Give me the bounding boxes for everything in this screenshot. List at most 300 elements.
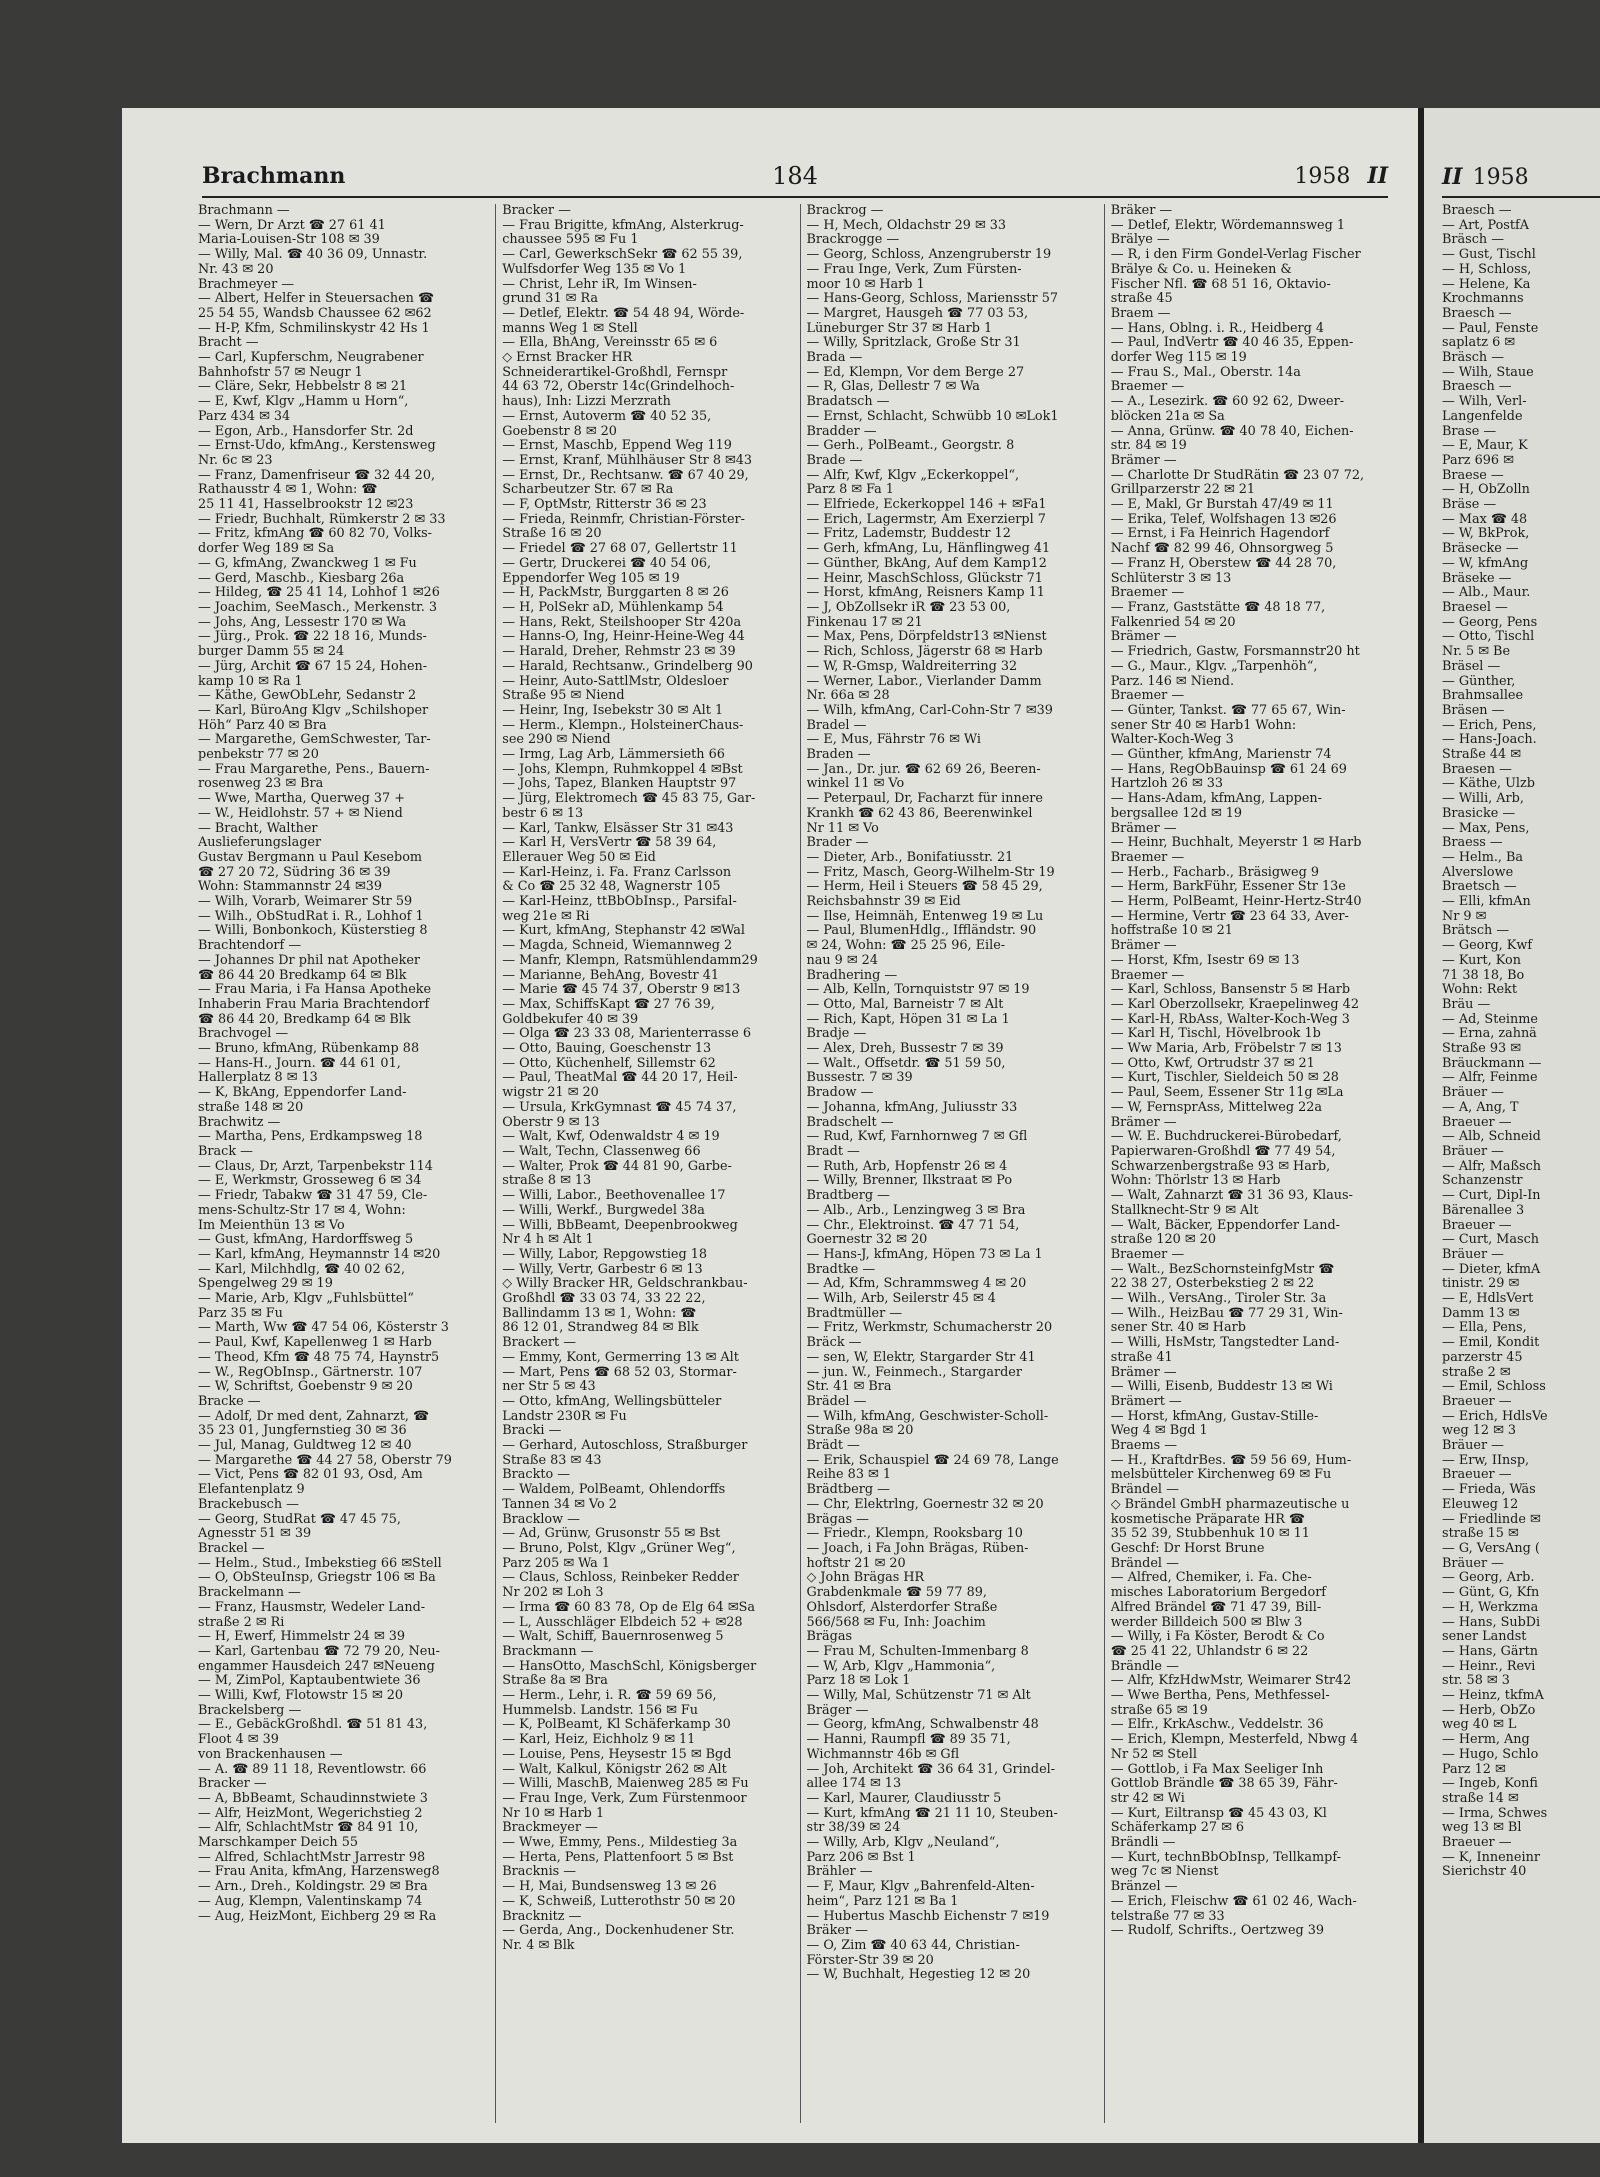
directory-entry-line: — Ruth, Arb, Hopfenstr 26 ✉ 4	[806, 1159, 1008, 1174]
section-marker: II	[1367, 163, 1388, 189]
directory-entry-line: Nr. 5 ✉ Be	[1442, 645, 1511, 660]
directory-entry-line: — Frieda, Wäs	[1442, 1483, 1536, 1498]
directory-entry-line: — H, Schloss,	[1442, 262, 1532, 277]
surname-heading: Brägas —	[806, 1512, 869, 1527]
surname-heading: Bradder —	[806, 424, 877, 439]
directory-entry-line: — W, R-Gmsp, Waldreiterring 32	[806, 659, 1018, 674]
directory-entry-line: — Walter, Prok ☎ 44 81 90, Garbe-	[502, 1159, 732, 1174]
surname-heading: Braesch —	[1442, 306, 1512, 321]
directory-entry-line: Ballindamm 13 ✉ 1, Wohn: ☎	[502, 1306, 697, 1321]
directory-entry-line: — F, OptMstr, Ritterstr 36 ✉ 23	[502, 498, 707, 513]
directory-entry-line: — Wwe, Emmy, Pens., Mildestieg 3a	[502, 1836, 738, 1851]
directory-entry-line: — Alfr, SchlachtMstr ☎ 84 91 10,	[198, 1821, 419, 1836]
directory-entry-line: — Wilh., ObStudRat i. R., Lohhof 1	[198, 909, 424, 924]
directory-entry-line: — Karl, kfmAng, Heymannstr 14 ✉20	[198, 1247, 441, 1262]
surname-heading: Bräck —	[806, 1336, 862, 1351]
directory-entry-line: Parz 35 ✉ Fu	[198, 1306, 283, 1321]
directory-entry-line: — Herm., Klempn., HolsteinerChaus-	[502, 718, 744, 733]
surname-heading: Braese —	[1442, 468, 1504, 483]
right-section-marker: II	[1442, 164, 1463, 190]
directory-entry-line: ☎ 27 20 72, Südring 36 ✉ 39	[198, 865, 391, 880]
surname-heading: Bracklow —	[502, 1512, 580, 1527]
directory-entry-line: — Kurt, kfmAng ☎ 21 11 10, Steuben-	[806, 1806, 1058, 1821]
directory-entry-line: — H, Werkzma	[1442, 1600, 1539, 1615]
directory-entry-line: — Alb, Kelln, Tornquiststr 97 ✉ 19	[806, 983, 1030, 998]
surname-heading: Braemer —	[1110, 689, 1185, 704]
directory-entry-line: — Paul, Seem, Essener Str 11g ✉La	[1110, 1086, 1344, 1101]
directory-entry-line: — W, BkProk,	[1442, 527, 1530, 542]
directory-entry-line: — Hildeg, ☎ 25 41 14, Lohhof 1 ✉26	[198, 586, 440, 601]
directory-entry-line: — W, Schriftst, Goebenstr 9 ✉ 20	[198, 1380, 413, 1395]
surname-heading: Brändli —	[1110, 1836, 1176, 1851]
directory-entry-line: — Walt., Offsetdr. ☎ 51 59 50,	[806, 1056, 1006, 1071]
directory-entry-line: moor 10 ✉ Harb 1	[806, 277, 925, 292]
surname-heading: Brader —	[806, 836, 869, 851]
directory-entry-line: — Margarethe ☎ 44 27 58, Oberstr 79	[198, 1453, 452, 1468]
directory-entry-line: — H, ObZolln	[1442, 483, 1530, 498]
surname-heading: Brachvogel —	[198, 1027, 289, 1042]
directory-entry-line: — Ilse, Heimnäh, Entenweg 19 ✉ Lu	[806, 909, 1044, 924]
directory-entry-line: Goldbekufer 40 ✉ 39	[502, 1012, 639, 1027]
directory-entry-line: — Jan., Dr. jur. ☎ 62 69 26, Beeren-	[806, 762, 1041, 777]
directory-entry-line: — Paul, Kwf, Kapellenweg 1 ✉ Harb	[198, 1336, 432, 1351]
directory-entry-line: Nachf ☎ 82 99 46, Ohnsorgweg 5	[1110, 542, 1334, 557]
directory-entry-line: — H., KraftdrBes. ☎ 59 56 69, Hum-	[1110, 1453, 1352, 1468]
directory-entry-line: — Rich, Kapt, Höpen 31 ✉ La 1	[806, 1012, 1010, 1027]
directory-entry-line: — Emil, Schloss	[1442, 1380, 1546, 1395]
directory-entry-line: — Wilh, Staue	[1442, 365, 1534, 380]
directory-entry-line: — Ursula, KrkGymnast ☎ 45 74 37,	[502, 1100, 737, 1115]
directory-entry-line: — Hans-Adam, kfmAng, Lappen-	[1110, 792, 1322, 807]
directory-entry-line: Alverslowe	[1442, 865, 1514, 880]
directory-entry-line: — Herm., Lehr, i. R. ☎ 59 69 56,	[502, 1689, 717, 1704]
directory-entry-line: — Erich, HdlsVe	[1442, 1409, 1548, 1424]
directory-entry-line: — Irmg, Lag Arb, Lämmersieth 66	[502, 748, 725, 763]
directory-entry-line: — Marie, Arb, Klgv „Fuhlsbüttel“	[198, 1292, 414, 1307]
directory-entry-line: — Hans, Gärtn	[1442, 1644, 1538, 1659]
directory-entry-line: Falkenried 54 ✉ 20	[1110, 615, 1236, 630]
directory-entry-line: — Wilh, kfmAng, Geschwister-Scholl-	[806, 1409, 1049, 1424]
directory-entry-line: — Werner, Labor., Vierlander Damm	[806, 674, 1042, 689]
surname-heading: Brackmann —	[502, 1644, 594, 1659]
directory-entry-line: — O, ObSteuInsp, Griegstr 106 ✉ Ba	[198, 1571, 436, 1586]
directory-entry-line: — Walt, Kwf, Odenwaldstr 4 ✉ 19	[502, 1130, 720, 1145]
directory-entry-line: Straße 95 ✉ Niend	[502, 689, 625, 704]
directory-entry-line: telstraße 77 ✉ 33	[1110, 1909, 1225, 1924]
surname-heading: Brähler —	[806, 1865, 873, 1880]
surname-heading: Bräuer —	[1442, 1145, 1504, 1159]
directory-entry-line: — Franz, Gaststätte ☎ 48 18 77,	[1110, 600, 1326, 615]
directory-entry-line: — Kurt, kfmAng, Stephanstr 42 ✉Wal	[502, 924, 745, 939]
directory-entry-line: Wohn: Thörlstr 13 ✉ Harb	[1110, 1174, 1281, 1189]
directory-entry-line: 35 52 39, Stubbenhuk 10 ✉ 11	[1110, 1527, 1310, 1542]
surname-heading: Brändel —	[1110, 1483, 1179, 1498]
surname-heading: Bräuer —	[1442, 1247, 1504, 1262]
directory-entry-line: — Herm, Heil i Steuers ☎ 58 45 29,	[806, 880, 1043, 895]
directory-entry-line: bestr 6 ✉ 13	[502, 806, 584, 821]
directory-entry-line: — Willi, MaschB, Maienweg 285 ✉ Fu	[502, 1777, 749, 1792]
directory-entry-line: — A, Ang, T	[1442, 1100, 1519, 1115]
directory-entry-line: — Rudolf, Schrifts., Oertzweg 39	[1110, 1924, 1325, 1939]
directory-entry-line: Elefantenplatz 9	[198, 1483, 305, 1498]
surname-heading: Brälye —	[1110, 233, 1170, 248]
directory-entry-line: — Ernst, Dr., Rechtsanw. ☎ 67 40 29,	[502, 468, 749, 483]
surname-heading: Brämer —	[1110, 939, 1177, 954]
directory-entry-line: — Alfr, HeizMont, Wegerichstieg 2	[198, 1806, 423, 1821]
directory-entry-line: — Max ☎ 48	[1442, 512, 1528, 527]
directory-entry-line: Schlüterstr 3 ✉ 13	[1110, 571, 1232, 586]
surname-heading: Bräu —	[1442, 997, 1491, 1012]
directory-entry-line: — Fritz, Masch, Georg-Wilhelm-Str 19	[806, 865, 1055, 880]
directory-entry-line: straße 45	[1110, 292, 1173, 307]
directory-entry-line: — Ww Maria, Arb, Fröbelstr 7 ✉ 13	[1110, 1042, 1342, 1057]
directory-entry-line: str 38/39 ✉ 24	[806, 1821, 901, 1836]
directory-entry-line: — Otto, Küchenhelf, Sillemstr 62	[502, 1056, 716, 1071]
year-section	[1294, 163, 1388, 189]
directory-entry-line: — Curt, Masch	[1442, 1233, 1540, 1248]
directory-entry-line: — Alex, Dreh, Bussestr 7 ✉ 39	[806, 1042, 1004, 1057]
directory-entry-line: — Erna, zahnä	[1442, 1027, 1537, 1042]
surname-heading: Braem —	[1110, 306, 1171, 321]
directory-entry-line: — Wilh, Verl-	[1442, 395, 1527, 410]
directory-entry-line: — Karl H, VersVertr ☎ 58 39 64,	[502, 836, 717, 851]
directory-entry-line: — Helm., Stud., Imbekstieg 66 ✉Stell	[198, 1556, 442, 1571]
surname-heading: Bräuer —	[1442, 1086, 1504, 1101]
surname-heading: Bracknis —	[502, 1865, 577, 1880]
surname-heading: Brada —	[806, 351, 863, 366]
surname-heading: Brädtberg —	[806, 1483, 890, 1498]
surname-heading: Bradtke —	[806, 1262, 876, 1277]
directory-entry-line: — Georg, kfmAng, Schwalbenstr 48	[806, 1718, 1039, 1733]
surname-heading: Bräger —	[806, 1703, 869, 1718]
directory-entry-line: — Paul, BlumenHdlg., Iffländstr. 90	[806, 924, 1037, 939]
directory-entry-line: — Ernst, Maschb, Eppend Weg 119	[502, 439, 732, 454]
directory-entry-line: — Joh, Architekt ☎ 36 64 31, Grindel-	[806, 1762, 1056, 1777]
directory-entry-line: — Elli, kfmAn	[1442, 895, 1531, 910]
directory-entry-line: Ellerauer Weg 50 ✉ Eid	[502, 850, 656, 865]
directory-entry-line: — Ernst, Autoverm ☎ 40 52 35,	[502, 409, 712, 424]
directory-entry-line: weg 40 ✉ L	[1442, 1718, 1517, 1733]
directory-entry-line: — E, Kwf, Klgv „Hamm u Horn“,	[198, 395, 409, 410]
directory-entry-line: 44 63 72, Oberstr 14c(Grindelhoch-	[502, 380, 735, 395]
directory-entry-line: Reihe 83 ✉ 1	[806, 1468, 891, 1483]
running-head: Brachmann	[202, 163, 346, 189]
surname-heading: Brämer —	[1110, 821, 1177, 836]
directory-entry-line: straße 15 ✉	[1442, 1527, 1519, 1542]
surname-heading: Brase —	[1442, 424, 1497, 439]
directory-entry-line: — Johs, Klempn, Ruhmkoppel 4 ✉Bst	[502, 762, 743, 777]
directory-entry-line: Hartzloh 26 ✉ 33	[1110, 777, 1224, 792]
surname-heading: Bräsch —	[1442, 351, 1504, 366]
surname-heading: Bräsch —	[1442, 233, 1504, 248]
directory-entry-line: — Frau Anita, kfmAng, Harzensweg8	[198, 1865, 440, 1880]
directory-entry-line: — Ernst, i Fa Heinrich Hagendorf	[1110, 527, 1330, 542]
directory-entry-line: — Herm, BarkFühr, Essener Str 13e	[1110, 880, 1346, 895]
directory-entry-line: — Ernst, Schlacht, Schwübb 10 ✉Lok1	[806, 409, 1059, 424]
directory-entry-line: — Willi, Eisenb, Buddestr 13 ✉ Wi	[1110, 1380, 1333, 1395]
surname-heading: Brätsch —	[1442, 924, 1510, 939]
directory-entry-line: Krankh ☎ 62 43 86, Beerenwinkel	[806, 806, 1033, 821]
directory-entry-line: — Alfr, Maßsch	[1442, 1159, 1542, 1174]
directory-entry-line: — Karl, Milchhdlg, ☎ 40 02 62,	[198, 1262, 406, 1277]
directory-entry-line: ☎ 86 44 20, Bredkamp 64 ✉ Blk	[198, 1012, 411, 1027]
directory-entry-line: — Heinr., Revi	[1442, 1659, 1536, 1674]
directory-entry-line: Sierichstr 40	[1442, 1865, 1527, 1880]
directory-entry-line: — Frieda, Reinmfr, Christian-Förster-	[502, 512, 745, 527]
directory-entry-line: — Herta, Pens, Plattenfoort 5 ✉ Bst	[502, 1850, 734, 1865]
directory-column-3	[800, 204, 1104, 2123]
directory-entry-line: — Max, Pens, Dörpfeldstr13 ✉Nienst	[806, 630, 1047, 645]
directory-entry-line: — Charlotte Dr StudRätin ☎ 23 07 72,	[1110, 468, 1365, 483]
directory-entry-line: — Gerh., PolBeamt., Georgstr. 8	[806, 439, 1015, 454]
surname-heading: Bräsen —	[1442, 703, 1505, 718]
year: 1958	[1294, 164, 1351, 189]
directory-entry-line: — Willi, Arb,	[1442, 792, 1524, 807]
directory-entry-line: weg 21e ✉ Ri	[502, 909, 590, 924]
directory-entry-line: Str. 41 ✉ Bra	[806, 1380, 892, 1395]
directory-entry-line: Maria-Louisen-Str 108 ✉ 39	[198, 233, 380, 248]
directory-entry-line: — K, Inneneinr	[1442, 1850, 1540, 1865]
surname-heading: Brackmeyer —	[502, 1821, 598, 1836]
directory-entry-line: — Gust, kfmAng, Hardorffsweg 5	[198, 1233, 414, 1248]
surname-heading: Brackelmann —	[198, 1586, 301, 1601]
directory-entry-line: — Erik, Schauspiel ☎ 24 69 78, Lange	[806, 1453, 1059, 1468]
directory-entry-line: — Hanns-O, Ing, Heinr-Heine-Weg 44	[502, 630, 745, 645]
surname-heading: Bräker —	[806, 1924, 868, 1939]
directory-entry-line: — Cläre, Sekr, Hebbelstr 8 ✉ 21	[198, 380, 408, 395]
directory-entry-line: — Irma, Schwes	[1442, 1806, 1548, 1821]
directory-entry-line: — Karl, Heiz, Eichholz 9 ✉ 11	[502, 1733, 696, 1748]
surname-heading: Bränzel —	[1110, 1880, 1178, 1895]
surname-heading: Brändel —	[1110, 1556, 1179, 1571]
directory-entry-line: — Gerhard, Autoschloss, Straßburger	[502, 1439, 748, 1454]
directory-entry-line: — Friedr., Klempn, Rooksbarg 10	[806, 1527, 1023, 1542]
directory-entry-line: — Marth, Ww ☎ 47 54 06, Kösterstr 3	[198, 1321, 449, 1336]
directory-entry-line: — Harald, Dreher, Rehmstr 23 ✉ 39	[502, 645, 736, 660]
surname-heading: Bracke —	[198, 1394, 261, 1409]
directory-entry-line: Lüneburger Str 37 ✉ Harb 1	[806, 321, 993, 336]
surname-heading: Bracker —	[198, 1777, 267, 1792]
directory-entry-line: — Hans-Georg, Schloss, Mariensstr 57	[806, 292, 1058, 307]
surname-heading: Braeuer —	[1442, 1115, 1512, 1130]
directory-entry-line: — Otto, Bauing, Goeschenstr 13	[502, 1042, 712, 1057]
directory-entry-line: Höh“ Parz 40 ✉ Bra	[198, 718, 327, 733]
directory-entry-line: — Bruno, Polst, Klgv „Grüner Weg“,	[502, 1541, 736, 1556]
directory-entry-line: Wichmannstr 46b ✉ Gfl	[806, 1747, 960, 1762]
directory-entry-line: straße 14 ✉	[1442, 1791, 1519, 1806]
directory-columns	[192, 204, 1408, 2123]
directory-entry-line: Straße 44 ✉	[1442, 748, 1521, 763]
directory-entry-line: — Anna, Grünw. ☎ 40 78 40, Eichen-	[1110, 424, 1354, 439]
directory-entry-line: dorfer Weg 115 ✉ 19	[1110, 351, 1247, 366]
surname-heading: Bräseke —	[1442, 571, 1512, 586]
directory-entry-line: Nr 4 h ✉ Alt 1	[502, 1233, 594, 1248]
directory-entry-line: — E, Makl, Gr Burstah 47/49 ✉ 11	[1110, 498, 1334, 513]
directory-entry-line: Grillparzerstr 22 ✉ 21	[1110, 483, 1256, 498]
directory-entry-line: — Hubertus Maschb Eichenstr 7 ✉19	[806, 1909, 1050, 1924]
surname-heading: Brackrog —	[806, 204, 884, 218]
directory-entry-line: Goebenstr 8 ✉ 20	[502, 424, 617, 439]
directory-entry-line: hoffstraße 10 ✉ 21	[1110, 924, 1233, 939]
directory-entry-line: Schäferkamp 27 ✉ 6	[1110, 1821, 1245, 1836]
surname-heading: Braess —	[1442, 836, 1503, 851]
directory-entry-line: ◇ Ernst Bracker HR	[502, 351, 633, 366]
directory-entry-line: — R, Glas, Dellestr 7 ✉ Wa	[806, 380, 980, 395]
surname-heading: Brämert —	[1110, 1394, 1182, 1409]
directory-entry-line: 22 38 27, Osterbekstieg 2 ✉ 22	[1110, 1277, 1315, 1292]
surname-heading: Bradel —	[806, 718, 867, 733]
directory-entry-line: — Helene, Ka	[1442, 277, 1531, 292]
directory-entry-line: — H, Ewerf, Himmelstr 24 ✉ 39	[198, 1630, 406, 1645]
directory-entry-line: — H, PolSekr aD, Mühlenkamp 54	[502, 600, 724, 615]
directory-entry-line: — W, Buchhalt, Hegestieg 12 ✉ 20	[806, 1968, 1031, 1983]
directory-entry-line: — Christ, Lehr iR, Im Winsen-	[502, 277, 697, 292]
directory-entry-line: Goernestr 32 ✉ 20	[806, 1233, 928, 1248]
directory-entry-line: Krochmanns	[1442, 292, 1524, 307]
directory-entry-line: — Ingeb, Konfi	[1442, 1777, 1538, 1792]
directory-entry-line: — G, kfmAng, Zwanckweg 1 ✉ Fu	[198, 556, 417, 571]
directory-entry-line: — Georg, Kwf	[1442, 939, 1533, 954]
directory-column-2	[495, 204, 799, 2123]
directory-page-right	[1418, 108, 1600, 2143]
directory-entry-line: — Vict, Pens ☎ 82 01 93, Osd, Am	[198, 1468, 423, 1483]
directory-entry-line: — Emmy, Kont, Germerring 13 ✉ Alt	[502, 1350, 739, 1365]
directory-entry-line: — Karl-H, RbAss, Walter-Koch-Weg 3	[1110, 1012, 1350, 1027]
surname-heading: Bradtmüller —	[806, 1306, 903, 1321]
directory-entry-line: — Ad, Steinme	[1442, 1012, 1538, 1027]
directory-entry-line: — Friedrich, Gastw, Forsmannstr20 ht	[1110, 645, 1360, 660]
directory-entry-line: — Karl, Maurer, Claudiusstr 5	[806, 1791, 1002, 1806]
directory-entry-line: — Erich, Lagermstr, Am Exerzierpl 7	[806, 512, 1046, 527]
directory-entry-line: — K, PolBeamt, Kl Schäferkamp 30	[502, 1718, 731, 1733]
directory-entry-line: — Magda, Schneid, Wiemannweg 2	[502, 939, 733, 954]
directory-entry-line: — H-P, Kfm, Schmilinskystr 42 Hs 1	[198, 321, 430, 336]
directory-entry-line: — Walt, Bäcker, Eppendorfer Land-	[1110, 1218, 1340, 1233]
directory-entry-line: — Paul, Fenste	[1442, 321, 1539, 336]
directory-entry-line: — Heinz, tkfmA	[1442, 1689, 1544, 1704]
directory-entry-line: — Willy, Spritzlack, Große Str 31	[806, 336, 1021, 351]
directory-entry-line: — Karl, BüroAng Klgv „Schilshoper	[198, 703, 429, 718]
directory-entry-line: — Alfr, Feinme	[1442, 1071, 1538, 1086]
directory-entry-line: — Otto, Mal, Barneistr 7 ✉ Alt	[806, 997, 1004, 1012]
directory-entry-line: — Chr., Elektroinst. ☎ 47 71 54,	[806, 1218, 1020, 1233]
directory-entry-line: — Peterpaul, Dr, Facharzt für innere	[806, 792, 1043, 807]
directory-entry-line: — Margarethe, GemSchwester, Tar-	[198, 733, 431, 748]
surname-heading: Braeuer —	[1442, 1394, 1512, 1409]
directory-entry-line: ☎ 86 44 20 Bredkamp 64 ✉ Blk	[198, 968, 407, 983]
directory-entry-line: — Hans-H., Journ. ☎ 44 61 01,	[198, 1056, 401, 1071]
directory-entry-line: — Wern, Dr Arzt ☎ 27 61 41	[198, 218, 386, 233]
surname-heading: Braden —	[806, 748, 871, 763]
directory-entry-line: — Karl H, Tischl, Hövelbrook 1b	[1110, 1027, 1321, 1042]
directory-entry-line: — Wilh, Arb, Seilerstr 45 ✉ 4	[806, 1292, 996, 1307]
directory-entry-line: — E, Mus, Fährstr 76 ✉ Wi	[806, 733, 981, 748]
directory-entry-line: — Alfr, KfzHdwMstr, Weimarer Str42	[1110, 1674, 1352, 1689]
directory-entry-line: — Hans, SubDi	[1442, 1615, 1541, 1630]
directory-entry-line: — Willy, Labor, Repgowstieg 18	[502, 1247, 708, 1262]
directory-entry-line: — Walt, Schiff, Bauernrosenweg 5	[502, 1630, 724, 1645]
directory-entry-line: — Ernst, Kranf, Mühlhäuser Str 8 ✉43	[502, 453, 753, 468]
directory-entry-line: — Paul, IndVertr ☎ 40 46 35, Eppen-	[1110, 336, 1354, 351]
directory-entry-line: — J, ObZollsekr iR ☎ 23 53 00,	[806, 600, 1011, 615]
directory-entry-line: Parz 205 ✉ Wa 1	[502, 1556, 611, 1571]
surname-heading: Brachtendorf —	[198, 939, 302, 954]
directory-entry-line: — H, Mech, Oldachstr 29 ✉ 33	[806, 218, 1007, 233]
surname-heading: Brämer —	[1110, 453, 1177, 468]
directory-entry-line: — Carl, GewerkschSekr ☎ 62 55 39,	[502, 248, 743, 263]
directory-entry-line: Nr 9 ✉	[1442, 909, 1487, 924]
surname-heading: Braemer —	[1110, 1247, 1185, 1262]
surname-heading: Braesch —	[1442, 380, 1512, 395]
directory-entry-line: — Heinr, Ing, Isebekstr 30 ✉ Alt 1	[502, 703, 724, 718]
directory-entry-line: — Elfriede, Eckerkoppel 146 + ✉Fa1	[806, 498, 1047, 513]
directory-entry-line: — Wilh, kfmAng, Carl-Cohn-Str 7 ✉39	[806, 703, 1053, 718]
directory-entry-line: Straße 16 ✉ 20	[502, 527, 602, 542]
directory-entry-line: — E, Werkmstr, Grosseweg 6 ✉ 34	[198, 1174, 422, 1189]
surname-heading: Bradow —	[806, 1086, 874, 1101]
directory-entry-line: — Friedlinde ✉	[1442, 1512, 1541, 1527]
directory-entry-line: Hallerplatz 8 ✉ 13	[198, 1071, 318, 1086]
directory-entry-line: bergsallee 12d ✉ 19	[1110, 806, 1243, 821]
surname-heading: Brämer —	[1110, 630, 1177, 645]
surname-heading: Braems —	[1110, 1439, 1178, 1454]
directory-entry-line: Straße 83 ✉ 43	[502, 1453, 602, 1468]
directory-entry-line: — G., Maur., Klgv. „Tarpenhöh“,	[1110, 659, 1318, 674]
surname-heading: Bracki —	[502, 1424, 562, 1439]
surname-heading: Braemer —	[1110, 968, 1185, 983]
directory-entry-line: — Walt, Zahnarzt ☎ 31 36 93, Klaus-	[1110, 1189, 1353, 1204]
directory-entry-line: — Erika, Telef, Wolfshagen 13 ✉26	[1110, 512, 1337, 527]
directory-entry-line: — Louise, Pens, Heysestr 15 ✉ Bgd	[502, 1747, 732, 1762]
directory-entry-line: — Karl, Tankw, Elsässer Str 31 ✉43	[502, 821, 734, 836]
directory-entry-line: — Gerda, Ang., Dockenhudener Str.	[502, 1924, 735, 1939]
directory-entry-line: — Otto, kfmAng, Wellingsbütteler	[502, 1394, 722, 1409]
directory-entry-line: — Max, Pens,	[1442, 821, 1530, 836]
directory-entry-line: — Otto, Kwf, Ortrudstr 37 ✉ 21	[1110, 1056, 1315, 1071]
directory-entry-line: — Georg, Schloss, Anzengruberstr 19	[806, 248, 1052, 263]
surname-heading: Brämer —	[1110, 1365, 1177, 1380]
directory-entry-line: Eleuweg 12	[1442, 1497, 1519, 1512]
directory-entry-line: — Max, SchiffsKapt ☎ 27 76 39,	[502, 997, 715, 1012]
directory-entry-line: — Franz, Hausmstr, Wedeler Land-	[198, 1600, 426, 1615]
directory-entry-line: — Egon, Arb., Hansdorfer Str. 2d	[198, 424, 414, 439]
directory-entry-line: — W, FernsprAss, Mittelweg 22a	[1110, 1100, 1323, 1115]
surname-heading: Brackert —	[502, 1336, 577, 1351]
directory-entry-line: — Karl-Heinz, ttBbObInsp., Parsifal-	[502, 895, 737, 910]
directory-entry-line: — Rud, Kwf, Farnhornweg 7 ✉ Gfl	[806, 1130, 1028, 1145]
directory-entry-line: — Wwe Bertha, Pens, Methfessel-	[1110, 1689, 1330, 1704]
directory-entry-line: Brälye & Co. u. Heineken &	[1110, 262, 1292, 277]
directory-entry-line: Marschkamper Deich 55	[198, 1836, 358, 1851]
surname-heading: Braesen —	[1442, 762, 1512, 777]
directory-entry-line: Nr. 66a ✉ 28	[806, 689, 890, 704]
directory-entry-line: — Karl, Schloss, Bansenstr 5 ✉ Harb	[1110, 983, 1351, 998]
surname-heading: Bradatsch —	[806, 395, 890, 410]
directory-entry-line: — Frau Margarethe, Pens., Bauern-	[198, 762, 430, 777]
directory-entry-line: Alfred Brändel ☎ 71 47 39, Bill-	[1110, 1600, 1322, 1615]
directory-entry-line: Nr. 6c ✉ 23	[198, 453, 273, 468]
directory-entry-line: — Ad, Kfm, Schrammsweg 4 ✉ 20	[806, 1277, 1027, 1292]
directory-entry-line: — Horst, kfmAng, Gustav-Stille-	[1110, 1409, 1319, 1424]
directory-entry-line: — Margret, Hausgeh ☎ 77 03 53,	[806, 306, 1029, 321]
surname-heading: Brackto —	[502, 1468, 571, 1483]
directory-entry-line: — Frau Brigitte, kfmAng, Alsterkrug-	[502, 218, 744, 233]
directory-entry-line: ◇ Willy Bracker HR, Geldschrankbau-	[502, 1277, 748, 1292]
directory-entry-line: straße 120 ✉ 20	[1110, 1233, 1216, 1248]
directory-entry-line: sener Str 40 ✉ Harb1 Wohn:	[1110, 718, 1297, 733]
surname-heading: Bräse —	[1442, 498, 1497, 513]
directory-entry-line: Wulfsdorfer Weg 135 ✉ Vo 1	[502, 262, 687, 277]
